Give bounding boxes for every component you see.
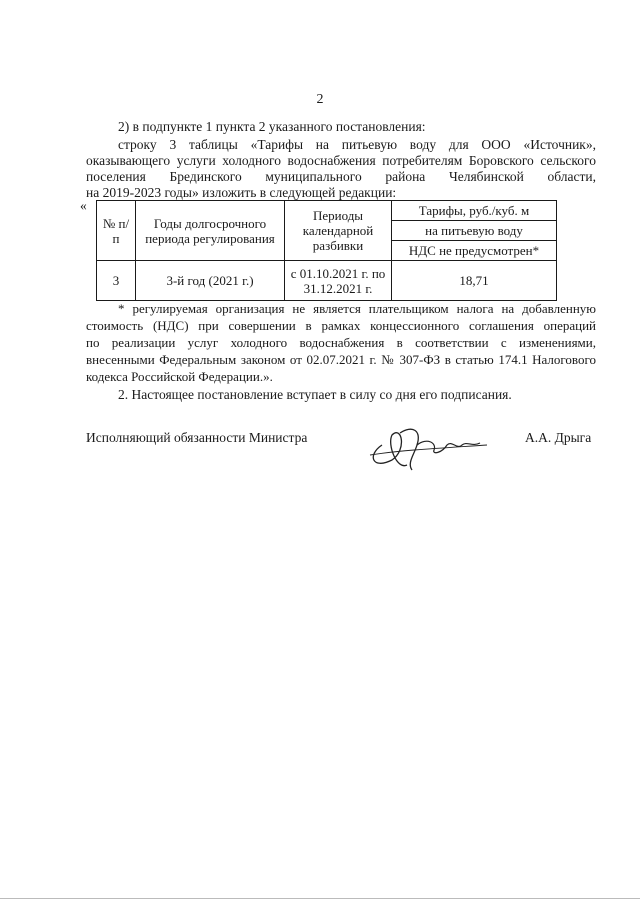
header-drinking-water: на питьевую воду bbox=[392, 221, 557, 241]
opening-quote: « bbox=[80, 198, 87, 213]
footnote-line-4: внесенными Федеральным законом от 02.07.2021 г. № 307-ФЗ в статью 174.1 Налогового bbox=[86, 352, 596, 367]
row-year: 3-й год (2021 г.) bbox=[136, 261, 285, 301]
body-line-3: поселения Брединского муниципального района Челябинской области, bbox=[86, 169, 596, 184]
row-period: с 01.10.2021 г. по 31.12.2021 г. bbox=[285, 261, 392, 301]
page-bottom-edge bbox=[0, 898, 640, 899]
page-number: 2 bbox=[316, 92, 324, 107]
intro-paragraph: 2) в подпункте 1 пункта 2 указанного постановления: bbox=[118, 119, 426, 134]
final-paragraph: 2. Настоящее постановление вступает в силу со дня его подписания. bbox=[118, 387, 512, 402]
row-number: 3 bbox=[97, 261, 136, 301]
body-line-4: на 2019-2023 годы» изложить в следующей редакции: bbox=[86, 185, 397, 200]
footnote-line-5: кодекса Российской Федерации.». bbox=[86, 369, 273, 384]
footnote-line-3: по реализации услуг холодного водоснабжения в соответствии с изменениями, bbox=[86, 335, 596, 350]
tariff-table bbox=[96, 200, 557, 301]
signatory-name: А.А. Дрыга bbox=[525, 430, 592, 445]
signature-label: Исполняющий обязанности Министра bbox=[86, 430, 308, 445]
header-tariffs: Тарифы, руб./куб. м bbox=[392, 201, 557, 221]
header-number: № п/п bbox=[97, 201, 136, 261]
body-line-2: оказывающего услуги холодного водоснабжения потребителям Боровского сельского bbox=[86, 153, 596, 168]
header-calendar-period: Периоды календарной разбивки bbox=[285, 201, 392, 261]
footnote-line-2: стоимость (НДС) при совершении в рамках концессионного соглашения операций bbox=[86, 318, 596, 333]
row-tariff: 18,71 bbox=[392, 261, 557, 301]
body-line-1: строку 3 таблицы «Тарифы на питьевую воду для ООО «Источник», bbox=[118, 137, 596, 152]
table-row bbox=[97, 261, 557, 301]
handwritten-signature bbox=[362, 415, 492, 475]
header-regulation-period: Годы долгосрочного периода регулирования bbox=[136, 201, 285, 261]
header-vat-note: НДС не предусмотрен* bbox=[392, 241, 557, 261]
footnote-line-1: * регулируемая организация не является плательщиком налога на добавленную bbox=[118, 301, 596, 316]
